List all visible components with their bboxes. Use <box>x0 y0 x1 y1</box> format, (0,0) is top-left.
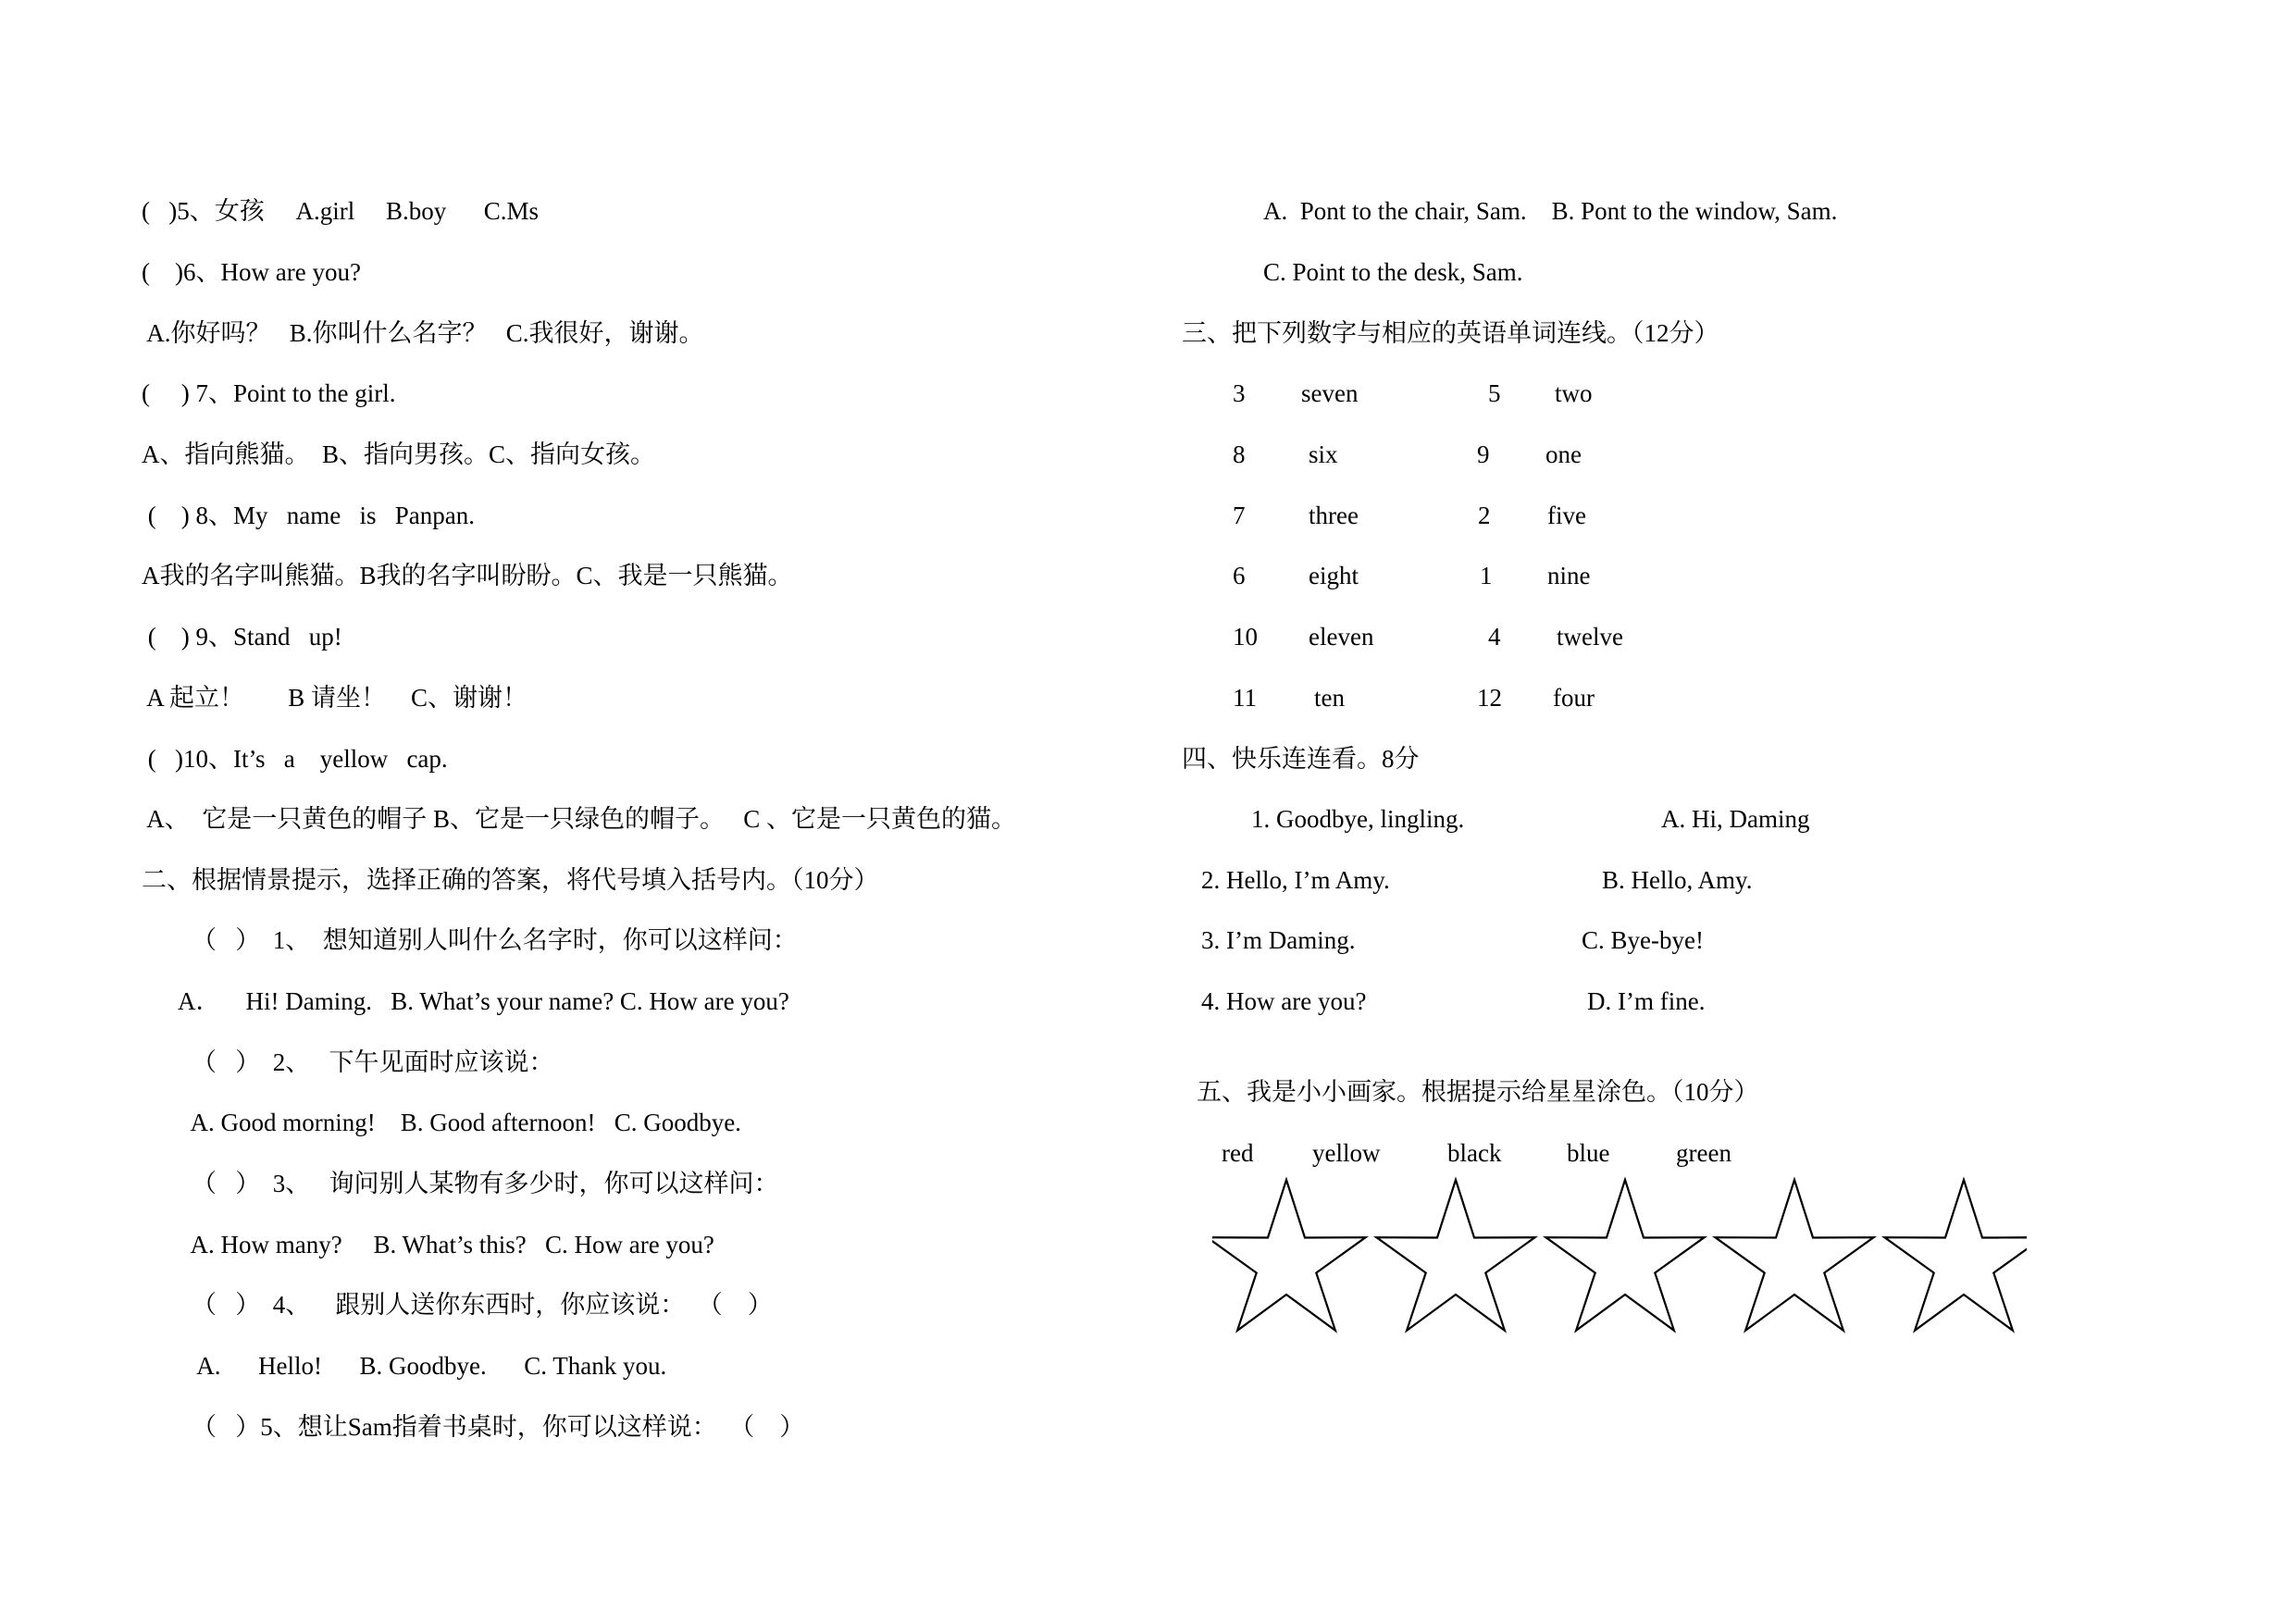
word: eight <box>1309 562 1359 589</box>
question-9-options: A 起立！ B 请坐！ C、谢谢！ <box>142 684 528 712</box>
dialog-left: 2. Hello, I’m Amy. <box>1201 866 1390 894</box>
question-10-options: A、 它是一只黄色的帽子 B、它是一只绿色的帽子。 C 、它是一只黄色的猫。 <box>142 805 1017 833</box>
dialog-left: 4. How are you? <box>1201 987 1367 1015</box>
situation-2-options: A. Good morning! B. Good afternoon! C. Goodbye. <box>142 1109 741 1136</box>
question-8-options: A我的名字叫熊猫。B我的名字叫盼盼。C、我是一只熊猫。 <box>142 562 793 589</box>
question-7-options: A、指向熊猫。 B、指向男孩。C、指向女孩。 <box>142 440 656 468</box>
color-word: blue <box>1567 1139 1610 1167</box>
number: 2 <box>1478 502 1491 529</box>
word: seven <box>1301 379 1359 407</box>
number: 3 <box>1233 379 1246 407</box>
word: eleven <box>1309 623 1374 651</box>
color-word: red <box>1222 1139 1254 1167</box>
dialog-right: D. I’m fine. <box>1587 987 1706 1015</box>
star-outline <box>1376 1180 1534 1331</box>
number: 4 <box>1488 623 1501 651</box>
number: 9 <box>1477 440 1490 468</box>
word: ten <box>1314 684 1345 712</box>
situation-2: （ ） 2、 下午见面时应该说： <box>142 1048 554 1076</box>
stars-row <box>1212 1171 2027 1346</box>
situation-4: （ ） 4、 跟别人送你东西时，你应该说： （ ） <box>142 1291 773 1319</box>
section-4-title: 四、快乐连连看。8分 <box>1182 745 1420 773</box>
word: two <box>1555 379 1593 407</box>
star-outline <box>1715 1180 1873 1331</box>
star-outline <box>1545 1180 1704 1331</box>
word: nine <box>1547 562 1591 589</box>
situation-5-option-c: C. Point to the desk, Sam. <box>1263 258 1523 286</box>
word: four <box>1553 684 1595 712</box>
situation-3-options: A. How many? B. What’s this? C. How are you? <box>142 1231 714 1258</box>
situation-1: （ ） 1、 想知道别人叫什么名字时，你可以这样问： <box>142 926 798 954</box>
dialog-right: A. Hi, Daming <box>1661 805 1810 833</box>
situation-5: （ ）5、想让Sam指着书桌时，你可以这样说： （ ） <box>142 1413 805 1441</box>
number: 5 <box>1488 379 1501 407</box>
color-word: yellow <box>1312 1139 1381 1167</box>
question-6: ( )6、How are you? <box>142 258 361 286</box>
number: 8 <box>1233 440 1246 468</box>
situation-1-options: A． Hi! Daming. B. What’s your name? C. How are you? <box>142 987 789 1015</box>
color-word: black <box>1447 1139 1502 1167</box>
number: 1 <box>1480 562 1493 589</box>
number: 7 <box>1233 502 1246 529</box>
situation-5-options-ab: A. Pont to the chair, Sam. B. Pont to the window, Sam. <box>1263 197 1838 225</box>
situation-4-options: A. Hello! B. Goodbye. C. Thank you. <box>142 1352 667 1380</box>
section-3-title: 三、把下列数字与相应的英语单词连线。（12分） <box>1182 319 1719 347</box>
question-5-gloss: ( )5、女孩 A.girl B.boy C.Ms <box>142 197 540 225</box>
word: one <box>1545 440 1582 468</box>
number: 12 <box>1477 684 1502 712</box>
dialog-left: 3. I’m Daming. <box>1201 926 1356 954</box>
word: twelve <box>1557 623 1623 651</box>
dialog-left: 1. Goodbye, lingling. <box>1251 805 1465 833</box>
situation-3: （ ） 3、 询问别人某物有多少时，你可以这样问： <box>142 1170 779 1197</box>
word: five <box>1547 502 1586 529</box>
word: six <box>1309 440 1338 468</box>
section-2-title: 二、根据情景提示，选择正确的答案，将代号填入括号内。（10分） <box>142 866 879 894</box>
section-5-title: 五、我是小小画家。根据提示给星星涂色。（10分） <box>1197 1078 1759 1106</box>
question-9: ( ) 9、Stand up! <box>142 623 342 651</box>
question-8: ( ) 8、My name is Panpan. <box>142 502 475 529</box>
dialog-right: C. Bye-bye! <box>1582 926 1704 954</box>
color-word: green <box>1676 1139 1731 1167</box>
star-outline <box>1884 1180 2027 1331</box>
number: 6 <box>1233 562 1246 589</box>
number: 10 <box>1233 623 1258 651</box>
word: three <box>1309 502 1359 529</box>
star-outline <box>1212 1180 1366 1331</box>
dialog-right: B. Hello, Amy. <box>1602 866 1753 894</box>
question-7: ( ) 7、Point to the girl. <box>142 379 396 407</box>
question-6-options: A.你好吗？ B.你叫什么名字？ C.我很好，谢谢。 <box>142 319 704 347</box>
number: 11 <box>1233 684 1257 712</box>
question-10: ( )10、It’s a yellow cap. <box>142 745 448 773</box>
